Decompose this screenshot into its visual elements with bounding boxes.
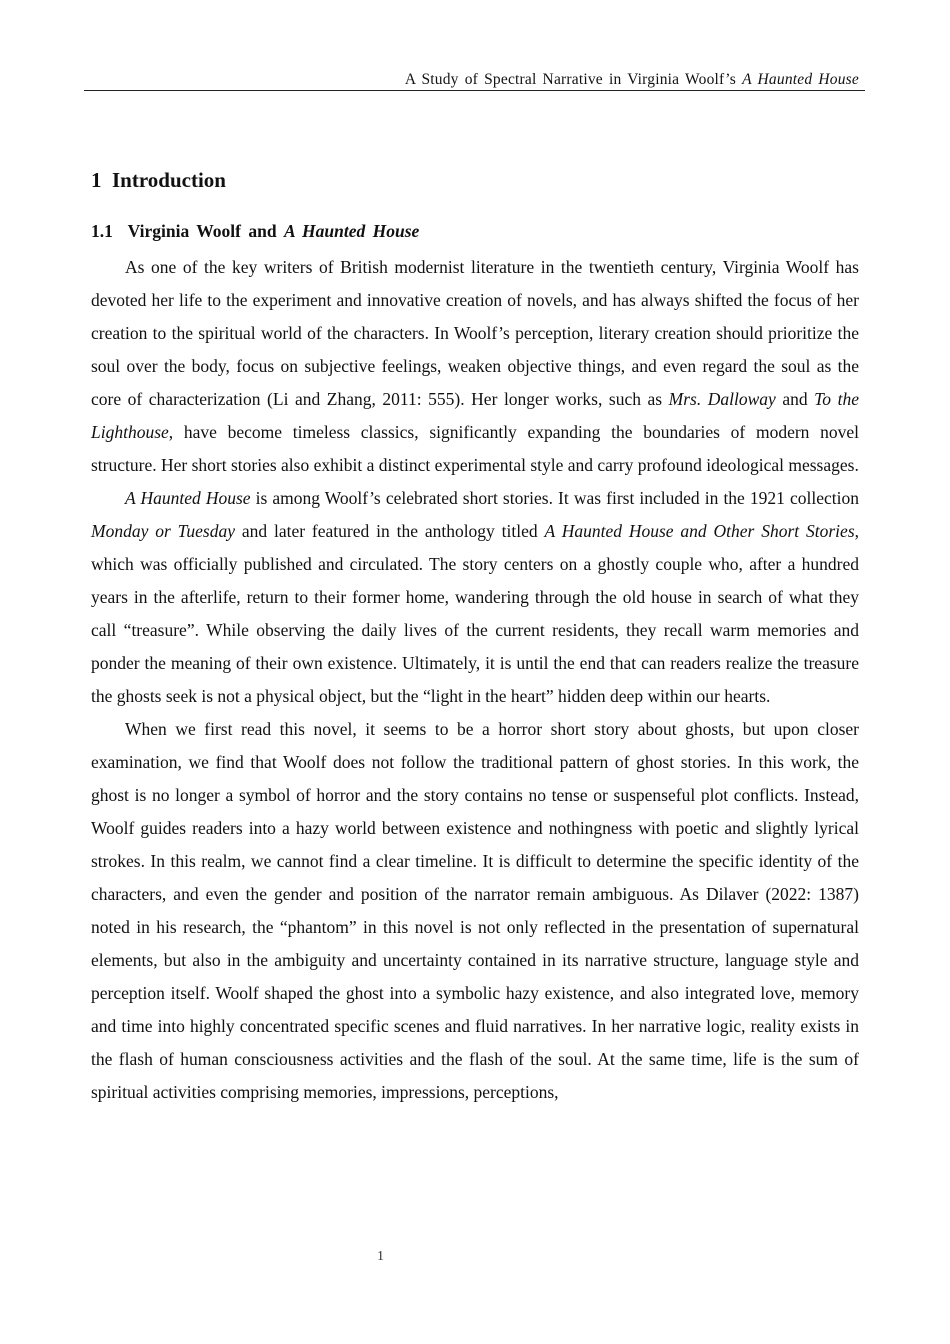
subsection-title: Virginia Woolf and	[127, 221, 284, 241]
paragraph-1	[91, 251, 859, 482]
paragraph-2-text-f: , which was officially published and circulated. The story centers on a ghostly couple who, after a hundred years in the afterlife, return to their former home, wandering through the old house in search of what they call “treasure”. While observing the daily lives of the current residents, they recall warm memories and ponder the meaning of their own existence. Ultimately, it is until the end that can readers realize the treasure the ghosts seek is not a physical object, but the “light in the heart” hidden deep within our hearts.	[91, 521, 859, 706]
section-heading	[91, 165, 859, 195]
subsection-number: 1.1	[91, 221, 113, 241]
subsection-heading	[91, 216, 859, 246]
paragraph-2-text-d: and later featured in the anthology titled	[235, 521, 545, 541]
title-to-the-lighthouse: To the Lighthouse	[91, 389, 859, 442]
paragraph-2-text-b: is among Woolf’s celebrated short stories. It was first included in the 1921 collection	[250, 488, 860, 508]
section-title: Introduction	[112, 168, 226, 192]
paragraph-3	[91, 713, 859, 1109]
title-a-haunted-house: A Haunted House	[125, 488, 251, 508]
page-number: 1	[377, 1249, 384, 1264]
title-mrs-dalloway: Mrs. Dalloway	[668, 389, 776, 409]
title-monday-or-tuesday: Monday or Tuesday	[91, 521, 235, 541]
title-anthology: A Haunted House and Other Short Stories	[544, 521, 855, 541]
subsection-title-italic: A Haunted House	[283, 221, 420, 241]
paragraph-3-text: When we first read this novel, it seems to be a horror short story about ghosts, but upon closer examination, we find that Woolf does not follow the traditional pattern of ghost stories. In this work, the ghost is no longer a symbol of horror and the story contains no tense or suspenseful plot conflicts. Instead, Woolf guides readers into a hazy world between existence and nothingness with poetic and slightly lyrical strokes. In this realm, we cannot find a clear timeline. It is difficult to determine the specific identity of the characters, and even the gender and position of the narrator remain ambiguous. As Dilaver (2022: 1387) noted in his research, the “phantom” in this novel is not only reflected in the presentation of supernatural elements, but also in the ambiguity and uncertainty contained in its narrative structure, language style and perception itself. Woolf shaped the ghost into a symbolic hazy existence, and also integrated love, memory and time into highly concentrated specific scenes and fluid narratives. In her narrative logic, reality exists in the flash of human consciousness activities and the flash of the soul. At the same time, life is the sum of spiritual activities comprising memories, impressions, perceptions,	[91, 719, 859, 1102]
paragraph-1-text-a: As one of the key writers of British modernist literature in the twentieth century, Virginia Woolf has devoted her life to the experiment and innovative creation of novels, and has always shifted the focus of her creation to the spiritual world of the characters. In Woolf’s perception, literary creation should prioritize the soul over the body, focus on subjective feelings, weaken objective things, and even regard the soul as the core of characterization (Li and Zhang, 2011: 555). Her longer works, such as	[91, 257, 859, 409]
running-header-title-italic: A Haunted House	[742, 71, 859, 88]
paragraph-1-text-c: and	[775, 389, 815, 409]
running-header	[84, 70, 865, 91]
section-number: 1	[91, 168, 102, 192]
running-header-title: A Study of Spectral Narrative in Virginia Woolf’s	[404, 71, 743, 88]
paragraph-1-text-e: , have become timeless classics, significantly expanding the boundaries of modern novel structure. Her short stories also exhibit a distinct experimental style and carry profound ideological messages.	[91, 422, 859, 475]
page-body	[91, 165, 859, 1109]
paragraph-2	[91, 482, 859, 713]
